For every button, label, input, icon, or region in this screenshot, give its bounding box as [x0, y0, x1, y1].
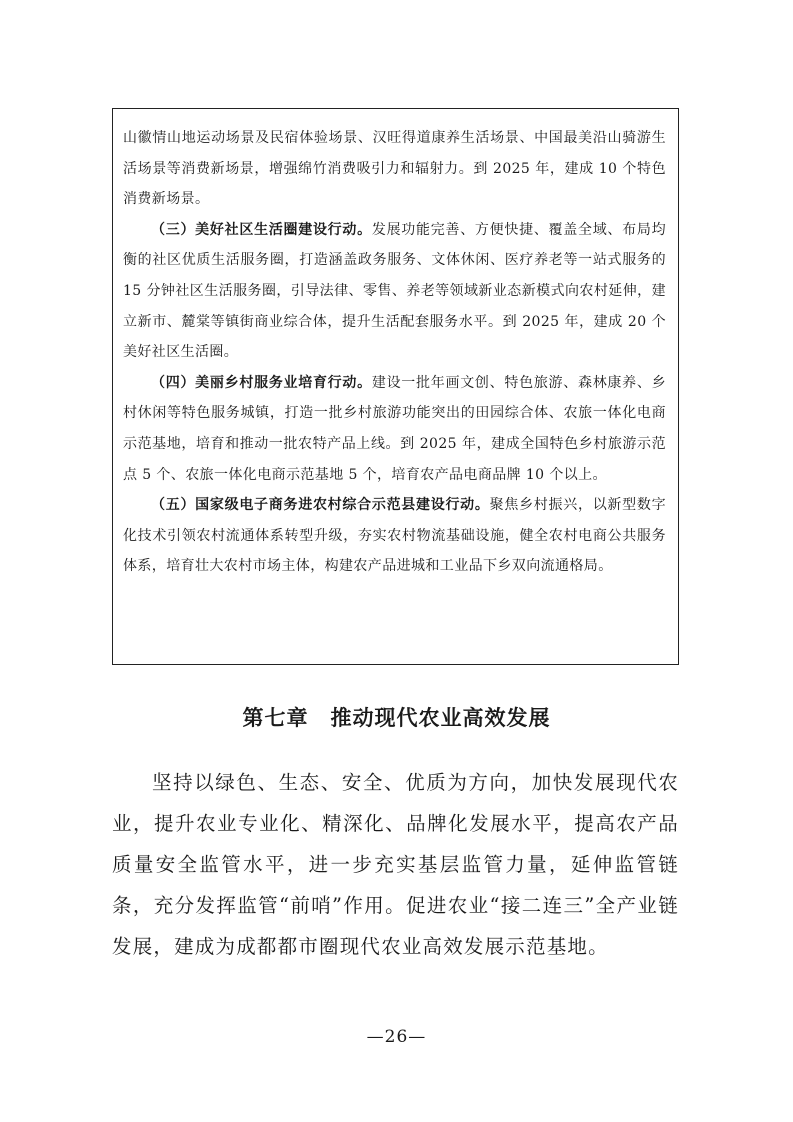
- chapter-title: 第七章 推动现代农业高效发展: [242, 706, 551, 730]
- action-body-3: 发展功能完善、方便快捷、覆盖全域、布局均衡的社区优质生活服务圈，打造涵盖政务服务、文体休闲、医疗养老等一站式服务的 15 分钟社区生活服务圈，引导法律、零售、养老等领域新业态新模式向农村延伸，建立新市、麓棠等镇街商业综合体，提升生活配套服务水平。到 2025 年，建成 20 个美好社区生活圈。: [123, 221, 667, 361]
- box-paragraph-4: [123, 490, 666, 582]
- box-paragraph-1: 山徽情山地运动场景及民宿体验场景、汉旺得道康养生活场景、中国最美沿山骑游生活场景等消费新场景，增强绵竹消费吸引力和辐射力。到 2025 年，建成 10 个特色消费新场景。: [123, 130, 666, 208]
- action-title-5: （五）国家级电子商务进农村综合示范县建设行动。: [151, 497, 490, 514]
- box-paragraph-3: [123, 368, 666, 490]
- page-number: —26—: [366, 1027, 427, 1047]
- action-title-3: （三）美好社区生活圈建设行动。: [151, 221, 372, 238]
- action-body-5: 聚焦乡村振兴，以新型数字化技术引领农村流通体系转型升级，夯实农村物流基础设施，健全农村电商公共服务体系，培育壮大农村市场主体，构建农产品进城和工业品下乡双向流通格局。: [123, 497, 666, 575]
- box-paragraph-2: [123, 215, 666, 368]
- action-body-4: 建设一批年画文创、特色旅游、森林康养、乡村休闲等特色服务城镇，打造一批乡村旅游功能突出的田园综合体、农旅一体化电商示范基地，培育和推动一批农特产品上线。到 2025 年，建成全国特色乡村旅游示范点 5 个、农旅一体化电商示范基地 5 个，培育农产品电商品牌 10 个以上。: [123, 374, 667, 483]
- chapter-intro-paragraph: 坚持以绿色、生态、安全、优质为方向，加快发展现代农业，提升农业专业化、精深化、品牌化发展水平，提高农产品质量安全监管水平，进一步充实基层监管力量，延伸监管链条，充分发挥监管“前哨”作用。促进农业“接二连三”全产业链发展，建成为成都都市圈现代农业高效发展示范基地。: [112, 771, 679, 958]
- action-title-4: （四）美丽乡村服务业培育行动。: [151, 374, 372, 391]
- highlight-box: [112, 108, 679, 665]
